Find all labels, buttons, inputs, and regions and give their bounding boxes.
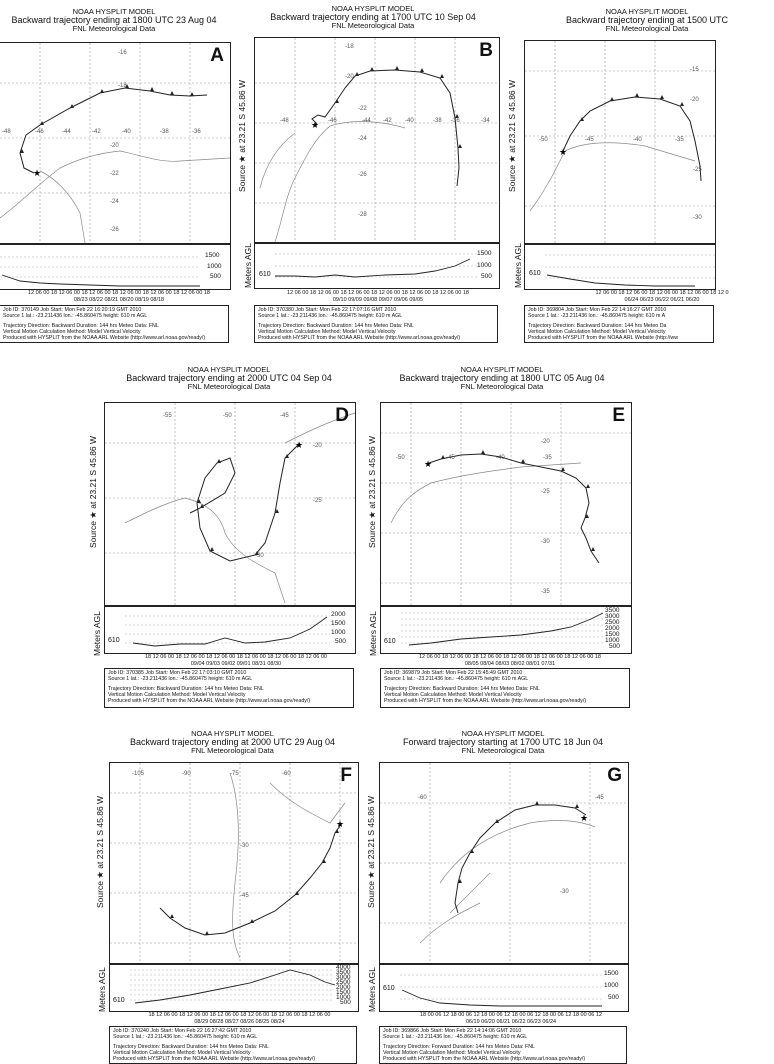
- agl-svg: [381, 607, 631, 653]
- map-label: -20: [110, 143, 119, 149]
- map-label: -35: [541, 589, 550, 595]
- trajectory-map: [380, 402, 632, 606]
- time-ticks: 18 12 06 00 18 12 06 00 18 12 06 00 18 12 06 00 18 12 06 00 18 12 06 00: [145, 654, 327, 660]
- agl-level: 3500: [605, 607, 620, 614]
- produced-by: Produced with HYSPLIT from the NOAA ARL Website (http://www.arl.noaa.gov/ready/): [108, 698, 311, 705]
- job-id: Job ID: 369866 Job Start: Mon Feb 22 14:14:06 GMT 2010: [383, 1028, 522, 1034]
- map-label: -45: [595, 795, 604, 801]
- run-info: [254, 305, 498, 343]
- agl-trace: [275, 259, 470, 277]
- map-label: -40: [633, 137, 642, 143]
- map-label: -46: [35, 129, 44, 135]
- map-label: -46: [328, 118, 337, 124]
- map-label: -36: [192, 129, 201, 135]
- job-id: Job ID: 370380 Job Start: Mon Feb 22 17:07:16 GMT 2010: [258, 307, 397, 313]
- map-label: -20: [541, 439, 550, 445]
- time-ticks: 12 06 00 18 12 06 00 18 12 06 00 18 12 06 00 18 12 06 00 18 12 06 00 18: [419, 654, 601, 660]
- map-label: -35: [675, 137, 684, 143]
- map-label: -28: [358, 212, 367, 218]
- panel-g: [362, 730, 644, 1064]
- source-label: Source ★ at 23.21 S 45.86 W: [366, 795, 376, 908]
- agl-axis-label: Meters AGL: [92, 611, 102, 656]
- agl-svg: [525, 245, 715, 289]
- time-ticks: 18 12 06 00 18 12 06 00 18 12 06 00 18 12 06 00 18 12 06 00 18 12 06 00: [148, 1012, 331, 1018]
- panel-letter: D: [335, 405, 349, 426]
- trajectory-map: [104, 402, 356, 606]
- panel-header: [363, 366, 641, 390]
- trajectory-subtitle: Backward trajectory ending at 1500 UTC: [565, 14, 729, 25]
- vertical-method: Vertical Motion Calculation Method: Model Vertical Velocity: [3, 329, 141, 336]
- panel-letter: G: [607, 765, 622, 786]
- job-id: Job ID: 369804 Job Start: Mon Feb 22 14:16:27 GMT 2010: [528, 307, 667, 313]
- map-label: -20: [690, 97, 699, 103]
- agl-axis-label: Meters AGL: [97, 967, 107, 1012]
- agl-level: 1000: [207, 263, 222, 270]
- map-label: -55: [163, 413, 172, 419]
- vertical-method: Vertical Motion Calculation Method: Model Vertical Velocity: [113, 1050, 251, 1057]
- map-label: -40: [496, 455, 505, 461]
- model-title: NOAA HYSPLIT MODEL: [191, 729, 274, 738]
- meteo-data-label: FNL Meteorological Data: [461, 745, 545, 755]
- agl-profile: [524, 244, 716, 290]
- trajectory-map: [0, 42, 231, 244]
- map-label: -90: [182, 771, 191, 777]
- model-title: NOAA HYSPLIT MODEL: [461, 729, 545, 738]
- agl-level: 3500: [336, 969, 351, 976]
- agl-profile: [104, 606, 356, 654]
- agl-level: 3000: [605, 613, 620, 620]
- map-label: -26: [358, 172, 367, 178]
- trajectory-subtitle: Backward trajectory ending at 1800 UTC 05 Aug 04: [399, 372, 605, 383]
- agl-level: 500: [335, 638, 346, 645]
- source-info: Source 1 lat.: -23.211436 lon.: -45.860475 height: 610 m AGL: [258, 313, 403, 320]
- agl-level: 500: [609, 643, 620, 650]
- produced-by: Produced with HYSPLIT from the NOAA ARL Website (http://www.arl.noaa.gov/ready/): [258, 335, 461, 342]
- trajectory-path: [429, 454, 599, 563]
- map-label: -18: [118, 83, 127, 89]
- map-svg: [255, 38, 499, 242]
- agl-level: 1000: [604, 982, 619, 989]
- source-star-icon: ★: [336, 819, 345, 829]
- produced-by: Produced with HYSPLIT from the NOAA ARL Website (http://www.arl.noaa.gov/ready/): [383, 1056, 586, 1063]
- agl-profile: [109, 964, 359, 1012]
- map-svg: [525, 41, 715, 243]
- source-info: Source 1 lat.: -23.211436 lon.: -45.860475 height: 610 m A: [528, 313, 666, 320]
- map-label: -20: [345, 74, 354, 80]
- agl-profile: [380, 606, 632, 654]
- agl-trace: [2, 275, 200, 286]
- panel-c: [507, 0, 729, 345]
- start-height: 610: [384, 638, 396, 645]
- agl-level: 500: [481, 273, 492, 280]
- map-label: -40: [122, 129, 131, 135]
- map-label: -45: [446, 455, 455, 461]
- map-label: -50: [539, 137, 548, 143]
- direction-info: Trajectory Direction: Backward Duration: 144 hrs Meteo Data: FNL: [108, 685, 264, 692]
- map-label: -45: [240, 893, 249, 899]
- time-ticks: 18 00 06 12 18 00 06 12 18 00 06 12 18 00 06 12 18 00 06 12 18 00 06 12: [420, 1012, 602, 1018]
- panel-header: [0, 8, 238, 32]
- trajectory-subtitle: Backward trajectory ending at 2000 UTC 04 Sep 04: [126, 372, 332, 383]
- trajectory-map: [524, 40, 716, 244]
- run-info: [380, 668, 630, 708]
- produced-by: Produced with HYSPLIT from the NOAA ARL Website (http://www.arl.noaa.gov/ready/): [3, 335, 206, 342]
- agl-svg: [105, 607, 355, 653]
- agl-trace: [133, 617, 327, 646]
- agl-svg: [110, 965, 358, 1011]
- source-star-icon: ★: [559, 147, 568, 157]
- trajectory-map: [379, 762, 629, 964]
- agl-level: 1500: [331, 620, 346, 627]
- agl-level: 1000: [605, 637, 620, 644]
- agl-svg: [0, 245, 230, 289]
- agl-level: 2000: [331, 611, 346, 618]
- map-label: -20: [313, 443, 322, 449]
- time-dates: 08/23 08/22 08/21 08/20 08/19 08/18: [73, 297, 165, 303]
- direction-info: Trajectory Direction: Backward Duration: 144 hrs Meteo Data: FNL: [113, 1043, 269, 1050]
- map-label: -36: [451, 118, 460, 124]
- run-info: [524, 305, 714, 343]
- trajectory-map: [254, 37, 500, 243]
- map-label: -105: [132, 771, 145, 777]
- run-info: [0, 305, 229, 343]
- source-label: Source ★ at 23.21 S 45.86 W: [95, 795, 105, 908]
- agl-level: 1500: [477, 250, 492, 257]
- agl-level: 1500: [604, 970, 619, 977]
- agl-profile: [254, 243, 500, 289]
- map-svg: [381, 403, 631, 605]
- map-label: -26: [110, 227, 119, 233]
- direction-info: Trajectory Direction: Backward Duration: 144 hrs Meteo Da: [528, 322, 667, 329]
- start-height: 610: [383, 985, 395, 992]
- source-star-icon: ★: [295, 440, 304, 450]
- map-label: -75: [230, 771, 239, 777]
- map-label: -22: [358, 106, 367, 112]
- panel-header: [520, 8, 774, 32]
- map-label: -40: [405, 118, 414, 124]
- panel-header: [240, 5, 506, 29]
- map-label: -25: [313, 498, 322, 504]
- job-id: Job ID: 370149 Job Start: Mon Feb 22 16:20:19 GMT 2010: [3, 307, 142, 313]
- panel-letter: A: [210, 45, 224, 66]
- trajectory-path: [455, 805, 589, 913]
- agl-level: 1000: [336, 994, 351, 1001]
- map-label: -35: [543, 455, 552, 461]
- direction-info: Trajectory Direction: Backward Duration: 144 hrs Meteo Data: FNL: [258, 322, 414, 329]
- model-title: NOAA HYSPLIT MODEL: [460, 365, 544, 374]
- meteo-data-label: FNL Meteorological Data: [331, 20, 415, 30]
- map-label: -30: [240, 843, 249, 849]
- time-dates: 08/29 08/28 08/27 08/26 08/25 08/24: [194, 1019, 285, 1025]
- panel-d: [88, 366, 370, 710]
- agl-trace: [547, 275, 695, 286]
- run-info: [104, 668, 354, 708]
- panel-a: [0, 0, 238, 345]
- source-star-icon: ★: [424, 459, 433, 469]
- agl-level: 2500: [605, 619, 620, 626]
- model-title: NOAA HYSPLIT MODEL: [605, 7, 689, 16]
- source-info: Source 1 lat.: -23.211436 lon.: -45.860475 height: 610 m AGL: [383, 1034, 528, 1041]
- map-label: -24: [110, 199, 119, 205]
- map-label: -45: [585, 137, 594, 143]
- agl-level: 1500: [205, 252, 220, 259]
- time-dates: 06/19 06/20 06/21 06/22 06/23 06/24: [465, 1019, 557, 1025]
- time-dates: 08/05 08/04 08/03 08/02 08/01 07/31: [464, 661, 556, 667]
- agl-axis-label: Meters AGL: [243, 243, 253, 288]
- map-svg: [380, 763, 628, 963]
- map-svg: [110, 763, 358, 963]
- source-info: Source 1 lat.: -23.211436 lon.: -45.860475 height: 610 m AGL: [384, 676, 529, 683]
- trajectory-subtitle: Backward trajectory ending at 2000 UTC 29 Aug 04: [129, 736, 336, 747]
- panel-header: [95, 730, 370, 754]
- produced-by: Produced with HYSPLIT from the NOAA ARL Website (http://www.arl.noaa.gov/ready/): [384, 698, 587, 705]
- panel-e: [363, 366, 641, 710]
- trajectory-subtitle: Backward trajectory ending at 1700 UTC 10 Sep 04: [270, 11, 476, 22]
- map-label: -24: [358, 136, 367, 142]
- time-ticks: 12 06 00 18 12 06 00 18 12 06 00 18 12 06 00 18 12 06 00 18 12 06 00 18: [28, 290, 210, 296]
- run-info: [109, 1026, 357, 1064]
- trajectory-path: [312, 70, 459, 186]
- job-id: Job ID: 370385 Job Start: Mon Feb 22 17:03:10 GMT 2010: [108, 670, 247, 676]
- agl-axis-label: Meters AGL: [367, 967, 377, 1012]
- direction-info: Trajectory Direction: Backward Duration: 144 hrs Meteo Data: FNL: [3, 322, 159, 329]
- source-label: Source ★ at 23.21 S 45.86 W: [237, 79, 247, 192]
- meteo-data-label: FNL Meteorological Data: [191, 745, 274, 755]
- map-label: -44: [62, 129, 71, 135]
- agl-profile: [379, 964, 629, 1012]
- produced-by: Produced with HYSPLIT from the NOAA ARL Website (http://www.arl.noaa.gov/ready/): [113, 1056, 316, 1063]
- trajectory-map: [109, 762, 359, 964]
- map-label: -25: [541, 489, 550, 495]
- job-id: Job ID: 370240 Job Start: Mon Feb 22 16:27:42 GMT 2010: [113, 1028, 252, 1034]
- map-label: -34: [481, 118, 490, 124]
- map-svg: [105, 403, 355, 605]
- direction-info: Trajectory Direction: Backward Duration: 144 hrs Meteo Data: FNL: [384, 685, 540, 692]
- trajectory-subtitle: Forward trajectory starting at 1700 UTC 18 Jun 04: [402, 736, 604, 747]
- meteo-data-label: FNL Meteorological Data: [460, 381, 544, 391]
- direction-info: Trajectory Direction: Forward Duration: 144 hrs Meteo Data: FNL: [383, 1043, 535, 1050]
- vertical-method: Vertical Motion Calculation Method: Model Vertical Velocity: [258, 329, 396, 336]
- source-star-icon: ★: [33, 168, 42, 178]
- time-ticks: 12 06 00 18 12 06 00 18 12 06 00 18 12 06 00 18 12 06 00 18 12 06 00 18: [287, 290, 469, 296]
- time-dates: 09/10 09/09 09/08 09/07 09/06 09/05: [332, 297, 424, 303]
- panel-f: [95, 730, 370, 1064]
- agl-level: 500: [210, 273, 221, 280]
- agl-level: 2000: [605, 625, 620, 632]
- panel-b: [237, 0, 506, 345]
- map-label: -42: [92, 129, 101, 135]
- time-dates: 06/24 06/23 06/22 06/21 06/20: [624, 297, 700, 303]
- map-label: -48: [2, 129, 11, 135]
- agl-level: 3000: [336, 974, 351, 981]
- map-label: -50: [223, 413, 232, 419]
- agl-level: 1000: [331, 629, 346, 636]
- agl-level: 500: [340, 999, 351, 1006]
- agl-level: 1500: [605, 631, 620, 638]
- start-height: 610: [108, 637, 120, 644]
- trajectory-path: [20, 88, 207, 173]
- agl-axis-label: Meters AGL: [513, 243, 523, 288]
- vertical-method: Vertical Motion Calculation Method: Model Vertical Velocity: [383, 1050, 521, 1057]
- agl-level: 2000: [336, 984, 351, 991]
- panel-letter: E: [612, 405, 625, 426]
- map-svg: [0, 43, 230, 243]
- meteo-data-label: FNL Meteorological Data: [605, 23, 689, 33]
- map-label: -16: [118, 50, 127, 56]
- panel-header: [362, 730, 644, 754]
- map-label: -38: [160, 129, 169, 135]
- map-label: -44: [362, 118, 371, 124]
- source-star-icon: ★: [580, 813, 589, 823]
- start-height: 610: [113, 997, 125, 1004]
- produced-by: Produced with HYSPLIT from the NOAA ARL Website (http://ww: [528, 335, 679, 342]
- agl-level: 2500: [336, 979, 351, 986]
- agl-level: 500: [608, 994, 619, 1001]
- agl-profile: [0, 244, 231, 290]
- agl-trace: [409, 613, 603, 645]
- map-label: -60: [418, 795, 427, 801]
- agl-svg: [380, 965, 628, 1011]
- agl-trace: [402, 990, 602, 1006]
- time-dates: 09/04 09/03 09/02 09/01 08/31 08/30: [190, 661, 282, 667]
- start-height: 610: [529, 270, 541, 277]
- map-label: -30: [255, 553, 264, 559]
- agl-axis-label: Meters AGL: [368, 611, 378, 656]
- agl-level: 1000: [477, 262, 492, 269]
- map-label: -48: [280, 118, 289, 124]
- map-label: -25: [693, 167, 702, 173]
- map-label: -30: [693, 215, 702, 221]
- map-label: -42: [383, 118, 392, 124]
- vertical-method: Vertical Motion Calculation Method: Model Vertical Velocity: [528, 329, 666, 336]
- meteo-data-label: FNL Meteorological Data: [72, 23, 156, 33]
- run-info: [379, 1026, 627, 1064]
- panel-header: [88, 366, 370, 390]
- vertical-method: Vertical Motion Calculation Method: Model Vertical Velocity: [108, 692, 246, 699]
- map-label: -60: [282, 771, 291, 777]
- source-label: Source ★ at 23.21 S 45.86 W: [88, 435, 98, 548]
- model-title: NOAA HYSPLIT MODEL: [187, 365, 271, 374]
- start-height: 610: [259, 271, 271, 278]
- source-star-icon: ★: [311, 120, 320, 130]
- model-title: NOAA HYSPLIT MODEL: [331, 4, 415, 13]
- time-ticks: 12 06 00 18 12 06 00 18 12 06 00 18 12 06 00 18 12 0: [595, 290, 729, 296]
- map-label: -18: [345, 44, 354, 50]
- model-title: NOAA HYSPLIT MODEL: [72, 7, 156, 16]
- map-label: -50: [396, 455, 405, 461]
- agl-level: 1500: [336, 989, 351, 996]
- map-label: -38: [433, 118, 442, 124]
- source-label: Source ★ at 23.21 S 45.86 W: [507, 79, 517, 192]
- map-label: -45: [280, 413, 289, 419]
- job-id: Job ID: 369879 Job Start: Mon Feb 22 15:45:49 GMT 2010: [384, 670, 523, 676]
- trajectory-subtitle: Backward trajectory ending at 1800 UTC 23 Aug 04: [11, 14, 217, 25]
- map-label: -15: [690, 67, 699, 73]
- panel-letter: B: [479, 40, 493, 61]
- agl-level: 4000: [336, 964, 351, 971]
- trajectory-path: [160, 823, 342, 935]
- meteo-data-label: FNL Meteorological Data: [187, 381, 271, 391]
- source-label: Source ★ at 23.21 S 45.86 W: [367, 435, 377, 548]
- source-info: Source 1 lat.: -23.211436 lon.: -45.860475 height: 610 m AGL: [113, 1034, 258, 1041]
- vertical-method: Vertical Motion Calculation Method: Model Vertical Velocity: [384, 692, 522, 699]
- source-info: Source 1 lat.: -23.211436 lon.: -45.860475 height: 610 m AGL: [108, 676, 253, 683]
- map-label: -22: [110, 171, 119, 177]
- map-label: -30: [560, 889, 569, 895]
- source-info: Source 1 lat.: -23.211436 lon.: -45.860475 height: 610 m AGL: [3, 313, 148, 320]
- map-label: -30: [541, 539, 550, 545]
- trajectory-path: [190, 443, 300, 561]
- agl-svg: [255, 244, 499, 288]
- panel-letter: F: [340, 765, 352, 786]
